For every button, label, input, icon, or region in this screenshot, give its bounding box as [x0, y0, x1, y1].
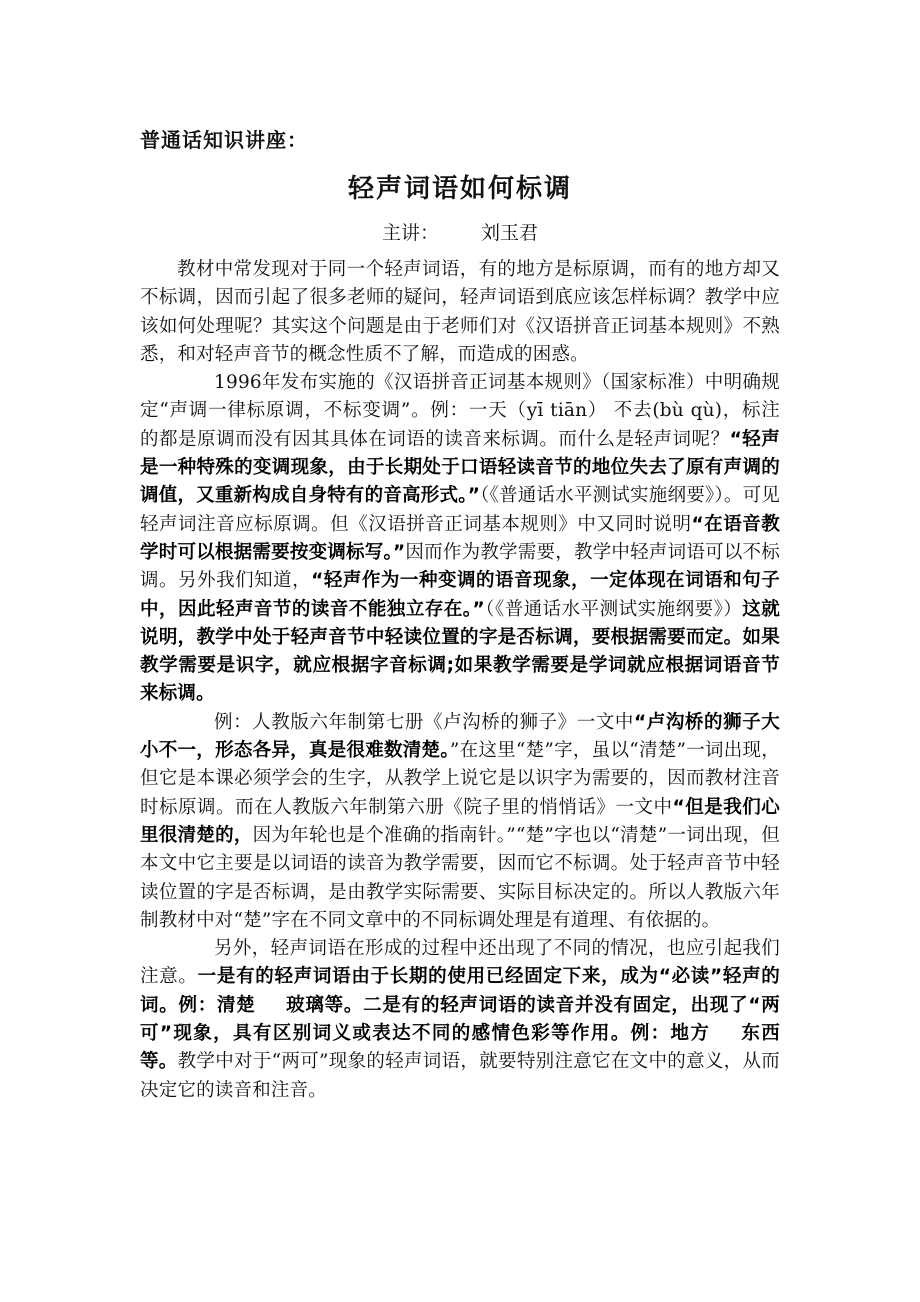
paragraph-3 — [140, 709, 780, 935]
paragraph-2 — [140, 369, 780, 709]
p4-bold-2: 玻璃等。二是有的轻声词语的读音并没有固定，出现了“两可”现象，具有区别词义或表达不同的感情色彩等作用。例：地方 — [140, 994, 780, 1045]
paragraph-1: 教材中常发现对于同一个轻声词语，有的地方是标原调，而有的地方却又不标调，因而引起了很多老师的疑问，轻声词语到底应该怎样标调？教学中应该如何处理呢？其实这个问题是由于老师们对《汉语拼音正词基本规则》不熟悉，和对轻声音节的概念性质不了解，而造成的困惑。 — [140, 259, 780, 365]
p4-text-1: 另外，轻声词语在形成的过程中还出现了不同的情况，也应引起我们注意。 — [140, 938, 780, 988]
p2-conclusion: 这就说明，教学中处于轻声音节中轻读位置的字是否标调，要根据需要而定。如果教学需要是识字，就应根据字音标调;如果教学需要是学词就应根据词语音节来标调。 — [140, 598, 780, 705]
speaker-name: 刘玉君 — [481, 222, 539, 244]
speaker-label: 主讲： — [382, 222, 440, 244]
article-body — [140, 256, 780, 1105]
speaker-line — [382, 218, 538, 245]
p4-text-2: 教学中对于“两可”现象的轻声词语，就要特别注意它在文中的意义，从而决定它的读音和注音。 — [140, 1051, 780, 1101]
p4-bold-1: 一是有的轻声词语由于长期的使用已经固定下来，成为“必读”轻声的词。例：清楚 — [140, 966, 780, 1016]
p3-text-3: 因为年轮也是个准确的指南针。”“楚”字也以“清楚”一词出现，但本文中它主要是以词语的读音为教学需要，因而它不标调。处于轻声音节中轻读位置的字是否标调，是由教学实际需要、实际目标决定的。所以人教版六年制教材中对“楚”字在不同文章中的不同标调处理是有道理、有依据的。 — [140, 824, 780, 931]
p3-text-2: ”在这里“楚”字，虽以“清楚”一词出现，但它是本课必须学会的生字，从教学上说它是以识字为需要的，因而教材注音时标原调。而在人教版六年制第六册《院子里的悄悄话》一文中 — [140, 740, 780, 818]
p2-text-1: 1996年发布实施的《汉语拼音正词基本规则》（国家标准）中明确规定“声调一律标原调，不标变调”。例：一天（yī tiān） 不去(bù qù)，标注的都是原调而没有因其具体在词语的读音来标调。而什么是轻声词呢？ — [140, 372, 780, 450]
p2-text-4: （《普通话水平测试实施纲要》） — [484, 598, 743, 620]
p3-quote-2: “但是我们心里很清楚的， — [140, 796, 781, 846]
lecture-series-heading: 普通话知识讲座： — [140, 128, 308, 152]
article-title: 轻声词语如何标调 — [347, 174, 572, 204]
p3-text-1: 例：人教版六年制第七册《卢沟桥的狮子》一文中 — [214, 711, 634, 733]
paragraph-4 — [140, 935, 780, 1105]
p2-text-3: 因而作为教学需要，教学中轻声词语可以不标调。另外我们知道， — [140, 541, 780, 592]
p2-quote-3: “轻声作为一种变调的语音现象，一定体现在词语和句子中，因此轻声音节的读音不能独立存在。” — [140, 570, 780, 620]
p2-text-2: （《普通话水平测试实施纲要》）。可见轻声词注音应标原调。但《汉语拼音正词基本规则》中又同时说明 — [140, 485, 780, 535]
p3-quote-1: “卢沟桥的狮子大小不一，形态各异，真是很难数清楚。 — [140, 711, 780, 762]
p4-bold-3: 东西等。 — [140, 1023, 780, 1073]
p2-quote-1: “轻声是一种特殊的变调现象，由于长期处于口语轻读音节的地位失去了原有声调的调值，又重新构成自身特有的音高形式。” — [140, 428, 781, 507]
p2-quote-2: “在语音教学时可以根据需要按变调标写。” — [140, 513, 780, 563]
